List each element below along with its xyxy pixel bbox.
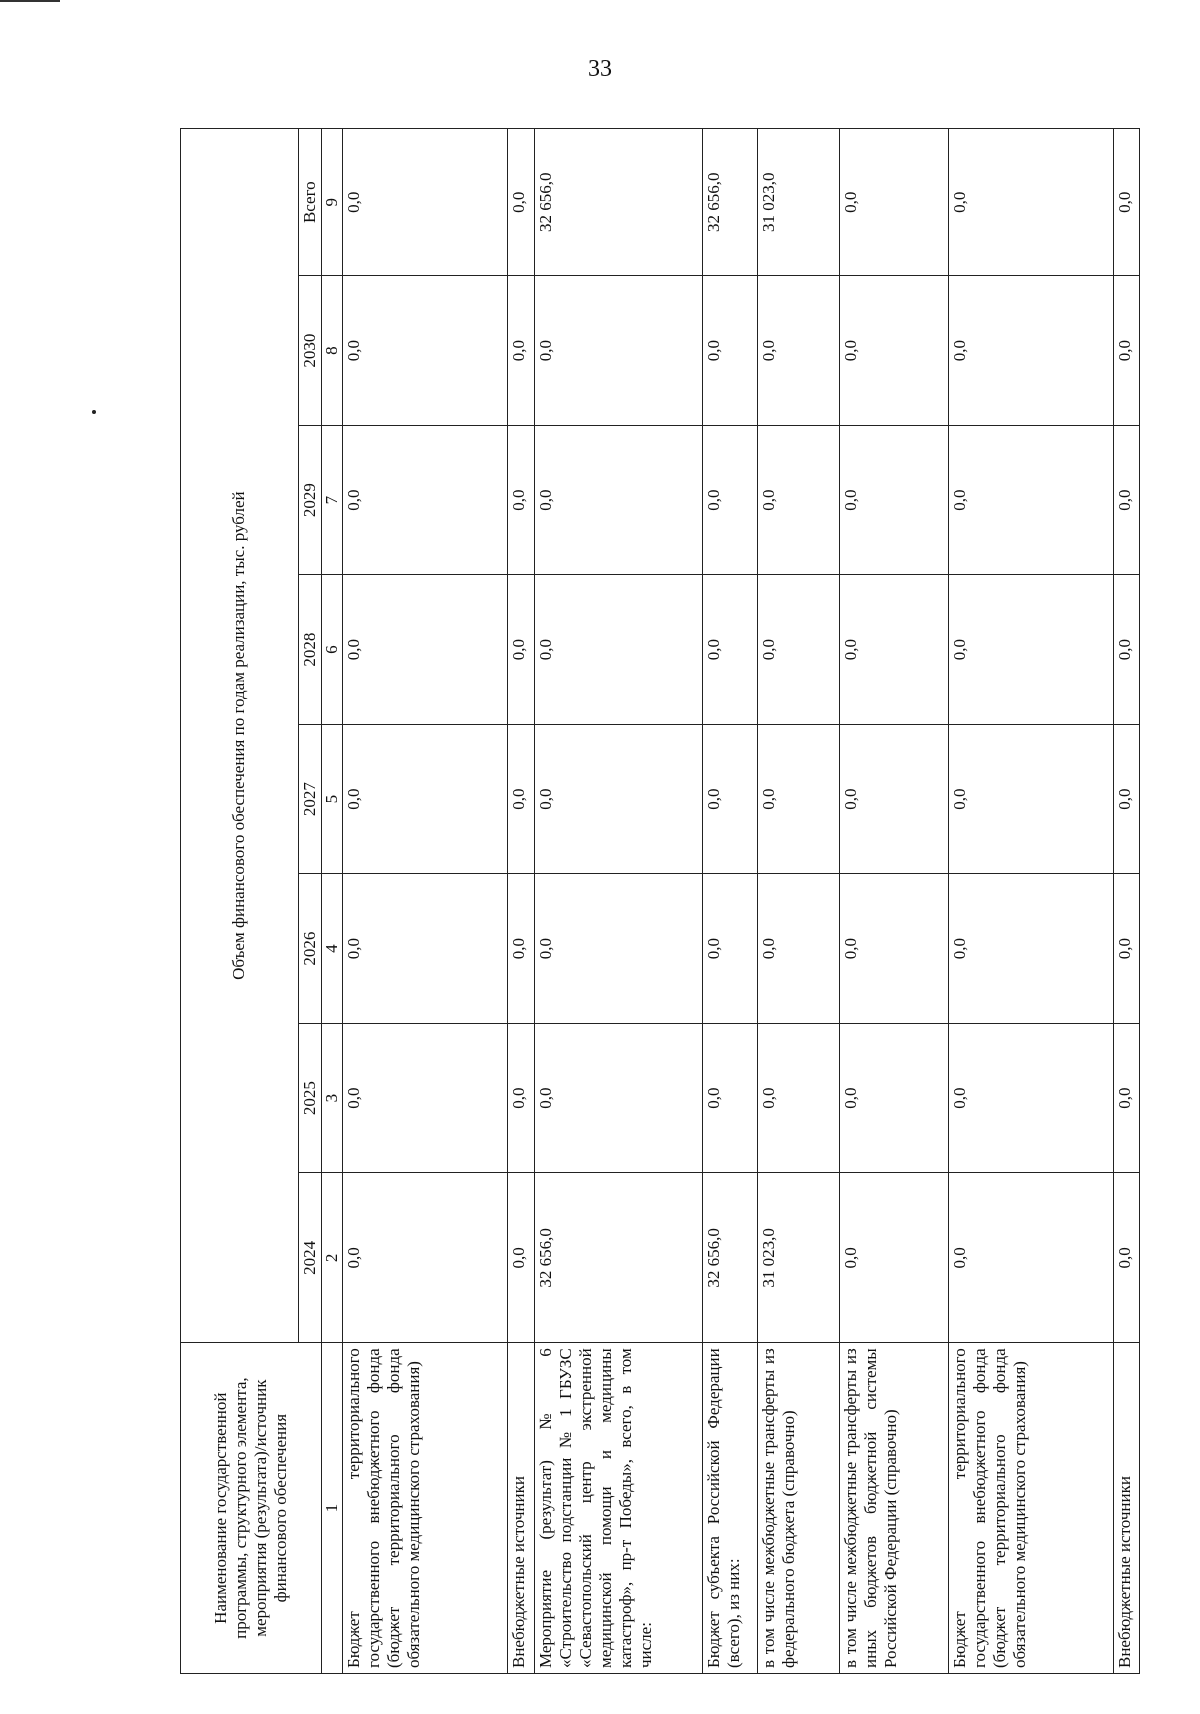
value-cell: 0,0 [1113,276,1139,426]
value-cell: 0,0 [703,724,758,874]
row-source-name: в том числе межбюджетные трансферты из иных бюджетов бюджетной системы Российской Федерации (справочно) [839,1343,948,1674]
row-source-name: Бюджет территориального государственного внебюджетного фонда (бюджет территориального фонда обязательного медицинского страхования) [343,1343,508,1674]
value-cell: 0,0 [839,874,948,1024]
value-cell: 0,0 [1113,425,1139,575]
value-cell: 0,0 [535,425,703,575]
value-cell: 0,0 [1113,129,1139,276]
value-cell: 0,0 [757,874,839,1024]
column-number: 3 [322,1023,343,1173]
value-cell: 0,0 [535,575,703,725]
value-cell: 32 656,0 [703,1173,758,1343]
value-cell: 0,0 [343,276,508,426]
value-cell: 0,0 [507,874,534,1024]
value-cell: 0,0 [507,425,534,575]
value-cell: 0,0 [839,575,948,725]
row-source-name: Бюджет субъекта Российской Федерации (всего), из них: [703,1343,758,1674]
column-number: 8 [322,276,343,426]
value-cell: 0,0 [1113,874,1139,1024]
value-cell: 0,0 [343,1023,508,1173]
value-cell: 0,0 [757,724,839,874]
value-cell: 0,0 [948,1173,1113,1343]
value-cell: 0,0 [757,575,839,725]
table-row [535,129,703,1674]
value-cell: 0,0 [839,724,948,874]
table-row [948,129,1113,1674]
value-cell: 32 656,0 [535,129,703,276]
value-cell: 31 023,0 [757,129,839,276]
value-cell: 0,0 [535,276,703,426]
header-year-2024: 2024 [299,1173,322,1343]
value-cell: 0,0 [839,1173,948,1343]
column-number: 7 [322,425,343,575]
value-cell: 32 656,0 [703,129,758,276]
value-cell: 0,0 [703,1023,758,1173]
value-cell: 0,0 [1113,575,1139,725]
row-source-name: Внебюджетные источники [507,1343,534,1674]
value-cell: 0,0 [839,1023,948,1173]
row-measure-name: Мероприятие (результат) № 6 «Строительство подстанции № 1 ГБУЗС «Севастопольский центр экстренной медицинской помощи и медицины катастроф», пр-т Победы», всего, в том числе: [535,1343,703,1674]
header-year-2029: 2029 [299,425,322,575]
header-year-2030: 2030 [299,276,322,426]
value-cell: 0,0 [343,129,508,276]
header-total: Всего [299,129,322,276]
value-cell: 0,0 [948,425,1113,575]
table-row [1113,129,1139,1674]
value-cell: 0,0 [948,1023,1113,1173]
financing-table [180,128,1140,1674]
value-cell: 0,0 [507,276,534,426]
table-row [703,129,758,1674]
table-row [839,129,948,1674]
value-cell: 32 656,0 [535,1173,703,1343]
header-year-2028: 2028 [299,575,322,725]
value-cell: 0,0 [507,575,534,725]
value-cell: 0,0 [507,1023,534,1173]
value-cell: 0,0 [948,575,1113,725]
scan-edge-rule [0,0,60,2]
value-cell: 0,0 [343,1173,508,1343]
value-cell: 0,0 [343,874,508,1024]
row-source-name: Внебюджетные источники [1113,1343,1139,1674]
value-cell: 0,0 [839,129,948,276]
value-cell: 0,0 [948,874,1113,1024]
column-number: 1 [322,1343,343,1674]
scan-speck [92,410,96,414]
value-cell: 0,0 [757,425,839,575]
value-cell: 0,0 [1113,1023,1139,1173]
value-cell: 0,0 [535,1023,703,1173]
row-source-name: в том числе межбюджетные трансферты из федерального бюджета (справочно) [757,1343,839,1674]
header-year-2027: 2027 [299,724,322,874]
row-source-name: Бюджет территориального государственного внебюджетного фонда (бюджет территориального фонда обязательного медицинского страхования) [948,1343,1113,1674]
table-row [507,129,534,1674]
value-cell: 0,0 [507,724,534,874]
column-number: 6 [322,575,343,725]
value-cell: 0,0 [703,276,758,426]
value-cell: 0,0 [1113,724,1139,874]
value-cell: 0,0 [1113,1173,1139,1343]
value-cell: 0,0 [535,874,703,1024]
value-cell: 0,0 [948,724,1113,874]
value-cell: 0,0 [703,874,758,1024]
value-cell: 0,0 [507,1173,534,1343]
header-volume-cell: Объем финансового обеспечения по годам реализации, тыс. рублей [181,129,299,1343]
column-number: 5 [322,724,343,874]
value-cell: 0,0 [839,276,948,426]
column-number: 9 [322,129,343,276]
value-cell: 0,0 [343,425,508,575]
value-cell: 0,0 [343,724,508,874]
page-number: 33 [588,56,612,82]
column-number: 4 [322,874,343,1024]
table-row [343,129,508,1674]
table-row [757,129,839,1674]
column-number: 2 [322,1173,343,1343]
value-cell: 0,0 [703,425,758,575]
value-cell: 0,0 [948,276,1113,426]
value-cell: 0,0 [839,425,948,575]
value-cell: 0,0 [507,129,534,276]
header-year-2026: 2026 [299,874,322,1024]
header-name-cell: Наименование государственной программы, структурного элемента, мероприятия (результата)/источник финансового обеспечения [181,1343,322,1674]
value-cell: 0,0 [757,276,839,426]
header-year-2025: 2025 [299,1023,322,1173]
value-cell: 0,0 [948,129,1113,276]
value-cell: 31 023,0 [757,1173,839,1343]
value-cell: 0,0 [703,575,758,725]
financing-table-container [180,128,1140,1674]
value-cell: 0,0 [535,724,703,874]
value-cell: 0,0 [757,1023,839,1173]
value-cell: 0,0 [343,575,508,725]
